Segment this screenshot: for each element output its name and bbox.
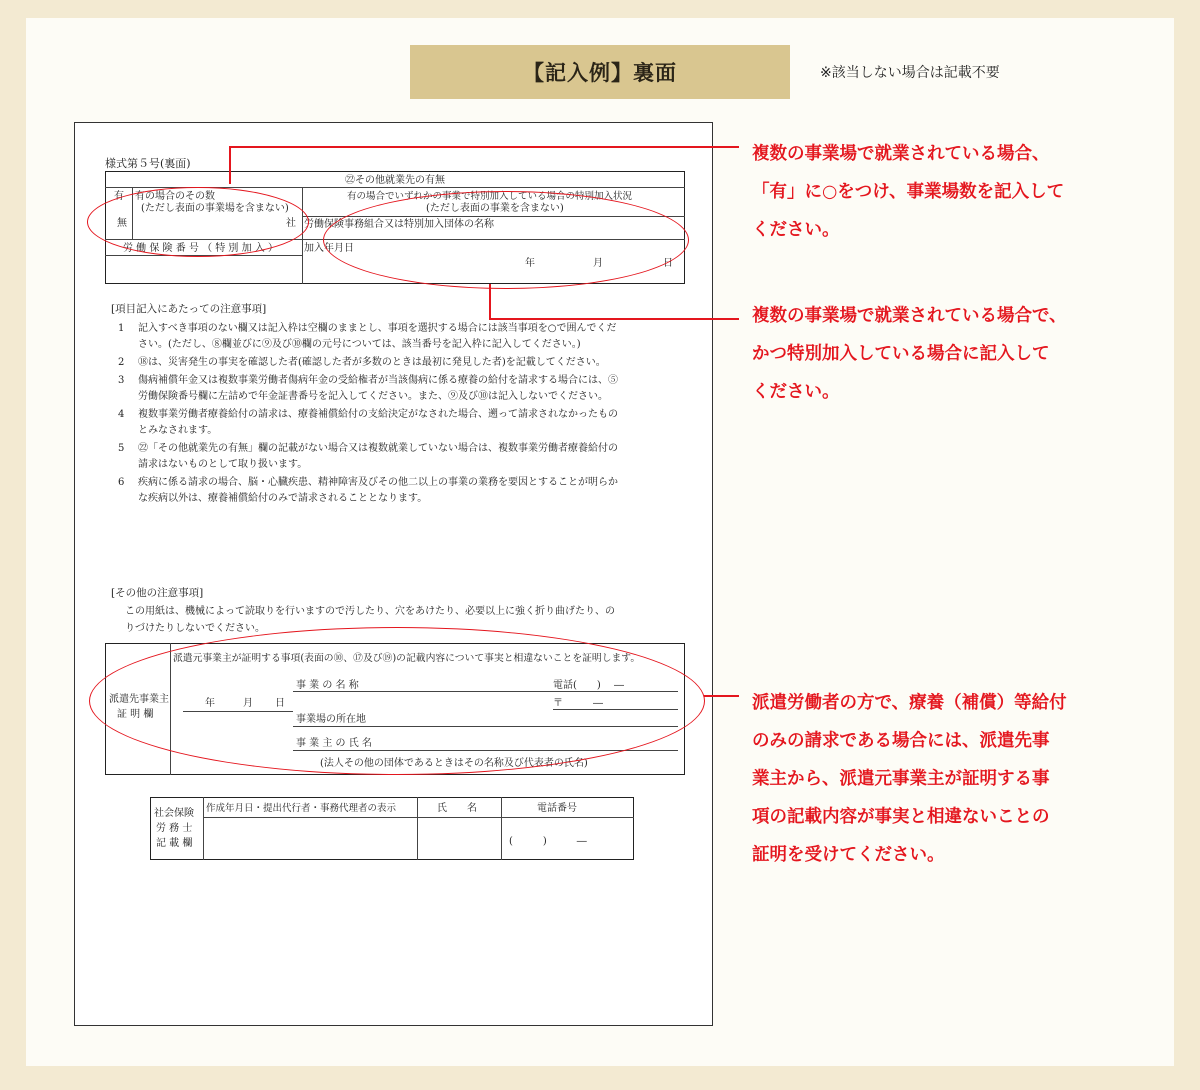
labor-consultant-label: 社会保険 [154, 808, 194, 819]
count-header: 有の場合のその数 [135, 191, 215, 202]
special-status-note: (ただし表面の事業を含まない) [426, 203, 564, 214]
callout-1-connector [229, 146, 231, 184]
special-status-header: 有の場合でいずれかの事業で特別加入している場合の特別加入状況 [347, 191, 633, 202]
dispatch-label: 派遣先事業主 [109, 694, 169, 705]
labor-consultant-label-3: 記 載 欄 [156, 838, 193, 849]
phone-field: 電話( ) ― [553, 680, 624, 691]
callout-dispatch-worker: 派遣労働者の方で、療養（補償）等給付 のみの請求である場合には、派遣先事 業主から、派遣元事業主が証明する事 項の記載内容が事実と相違ないことの 証明を受けてください。 [752, 693, 1067, 865]
callout-multiple-workplaces: 複数の事業場で就業されている場合、 「有」に○をつけ、事業場数を記入して ください。 [752, 144, 1065, 240]
dispatch-label-sub: 証 明 欄 [117, 709, 154, 720]
callout-2-connector [489, 284, 491, 320]
cert-year: 年 [205, 698, 215, 709]
insurance-number-label: 労 働 保 険 番 号 （ 特 別 加 入 ） [123, 243, 278, 254]
title-banner [410, 45, 790, 99]
other-notes-title: [その他の注意事項] [111, 587, 204, 599]
dispatch-certification-highlight [89, 627, 705, 775]
name-col-header: 氏 名 [437, 803, 477, 814]
other-work-title: ㉒その他就業先の有無 [345, 175, 445, 186]
cert-month: 月 [243, 698, 253, 709]
other-notes-line2: りづけたりしないでください。 [125, 623, 265, 634]
callout-special-enrollment: 複数の事業場で就業されている場合で、 かつ特別加入している場合に記入して ください。 [752, 306, 1067, 402]
other-notes-line1: この用紙は、機械によって読取りを行いますので汚したり、穴をあけたり、必要以上に強く折り曲げたり、の [125, 606, 615, 617]
consultant-col-header: 作成年月日・提出代行者・事務代理者の表示 [206, 803, 397, 814]
business-address-label: 事業場の所在地 [296, 714, 366, 725]
join-date-label: 加入年月日 [304, 243, 354, 254]
consultant-phone-field: ( ) ― [509, 836, 587, 847]
page-title: 【記入例】裏面 [523, 60, 677, 85]
phone-col-header: 電話番号 [537, 803, 577, 814]
dispatch-lead-text: 派遣元事業主が証明する事項(表面の⑩、⑰及び⑲)の記載内容について事実と相違ないことを証明します。 [173, 653, 641, 664]
no-option: 無 [117, 218, 127, 229]
join-year-label: 年 [525, 258, 535, 269]
join-day-label: 日 [663, 258, 673, 269]
business-name-label: 事 業 の 名 称 [296, 680, 359, 691]
postal-field: 〒 ― [553, 698, 603, 709]
join-month-label: 月 [593, 258, 603, 269]
cert-day: 日 [275, 698, 285, 709]
special-enrollment-highlight [323, 191, 689, 289]
yes-count-highlight [87, 187, 309, 257]
yes-option: 有 [114, 191, 124, 202]
notes-title: [項目記入にあたっての注意事項] [111, 303, 267, 315]
count-header-note: (ただし表面の事業場を含まない) [141, 203, 289, 214]
labor-consultant-label-2: 労 務 士 [156, 823, 193, 834]
corporation-note: (法人その他の団体であるときはその名称及び代表者の氏名) [320, 758, 588, 769]
owner-name-label: 事 業 主 の 氏 名 [296, 738, 372, 749]
union-name-label: 労働保険事務組合又は特別加入団体の名称 [304, 219, 494, 230]
form-number: 様式第５号(裏面) [105, 157, 191, 170]
not-applicable-note: ※該当しない場合は記載不要 [820, 65, 1000, 81]
callout-3-connector [704, 695, 739, 697]
count-unit: 社 [286, 218, 296, 229]
content-panel [26, 18, 1174, 1066]
form-sheet: 様式第５号(裏面) ㉒その他就業先の有無 有 無 有の場合のその数 (ただし表面の事業場を含まない) 社 有の場合でいずれかの事業で特別加入している場合の特別加入状況 (ただし表面の事業を含まない) 労働保険事務組合又は特別加入団体の名称 労 働 保 険 番 号 （ 特 別 加 入 ） 加入年月日 年 月 日 [項目記入にあたっての注意事項] 1 記入すべき事項のない欄又は記入枠は空欄のままとし、事項を選択する場合には該当事項を○で囲んでくだ さい。(ただし、⑧欄並びに⑨及び⑩欄の元号については、該当番号を記入枠に記入してください。) 2 ⑱は、災害発生の事実を確認した者(確認した者が多数のときは最初に発見した者)を記載してください。 3 傷病補償年金又は複数事業労働者傷病年金の受給権者が当該傷病に係る療養の給付を請求する場合には、⑤ 労働保険番号欄に左詰めで年金証書番号を記入してください。また、⑨及び⑩は記入しないでください。 4 複数事業労働者療養給付の請求は、療養補償給付の支給決定がなされた場合、遡って請求されなかったもの とみなされます。 5 ㉒「その他就業先の有無」欄の記載がない場合又は複数就業していない場合は、複数事業労働者療養給付の 請求はないものとして取り扱います。 6 疾病に係る請求の場合、脳・心臓疾患、精神障害及びその他二以上の事業の業務を要因とすることが明らか な疾病以外は、療養補償給付のみで請求されることとなります。 [その他の注意事項] この用紙は、機械によって読取りを行いますので汚したり、穴をあけたり、必要以上に強く折り曲げたり、の りづけたりしないでください。 派遣元事業主が証明する事項(表面の⑩、⑰及び⑲)の記載内容について事実と相違ないことを証明します。 派遣先事業主 証 明 欄 年 月 日 事 業 の 名 称 電話( ) ― 〒 ― 事業場の所在地 事 業 主 の 氏 名 (法人その他の団体であるときはその名称及び代表者の氏名) 社会保険 労 務 士 記 載 欄 作成年月日・提出代行者・事務代理者の表示 氏 名 電話番号 ( ) ― [74, 122, 713, 1026]
